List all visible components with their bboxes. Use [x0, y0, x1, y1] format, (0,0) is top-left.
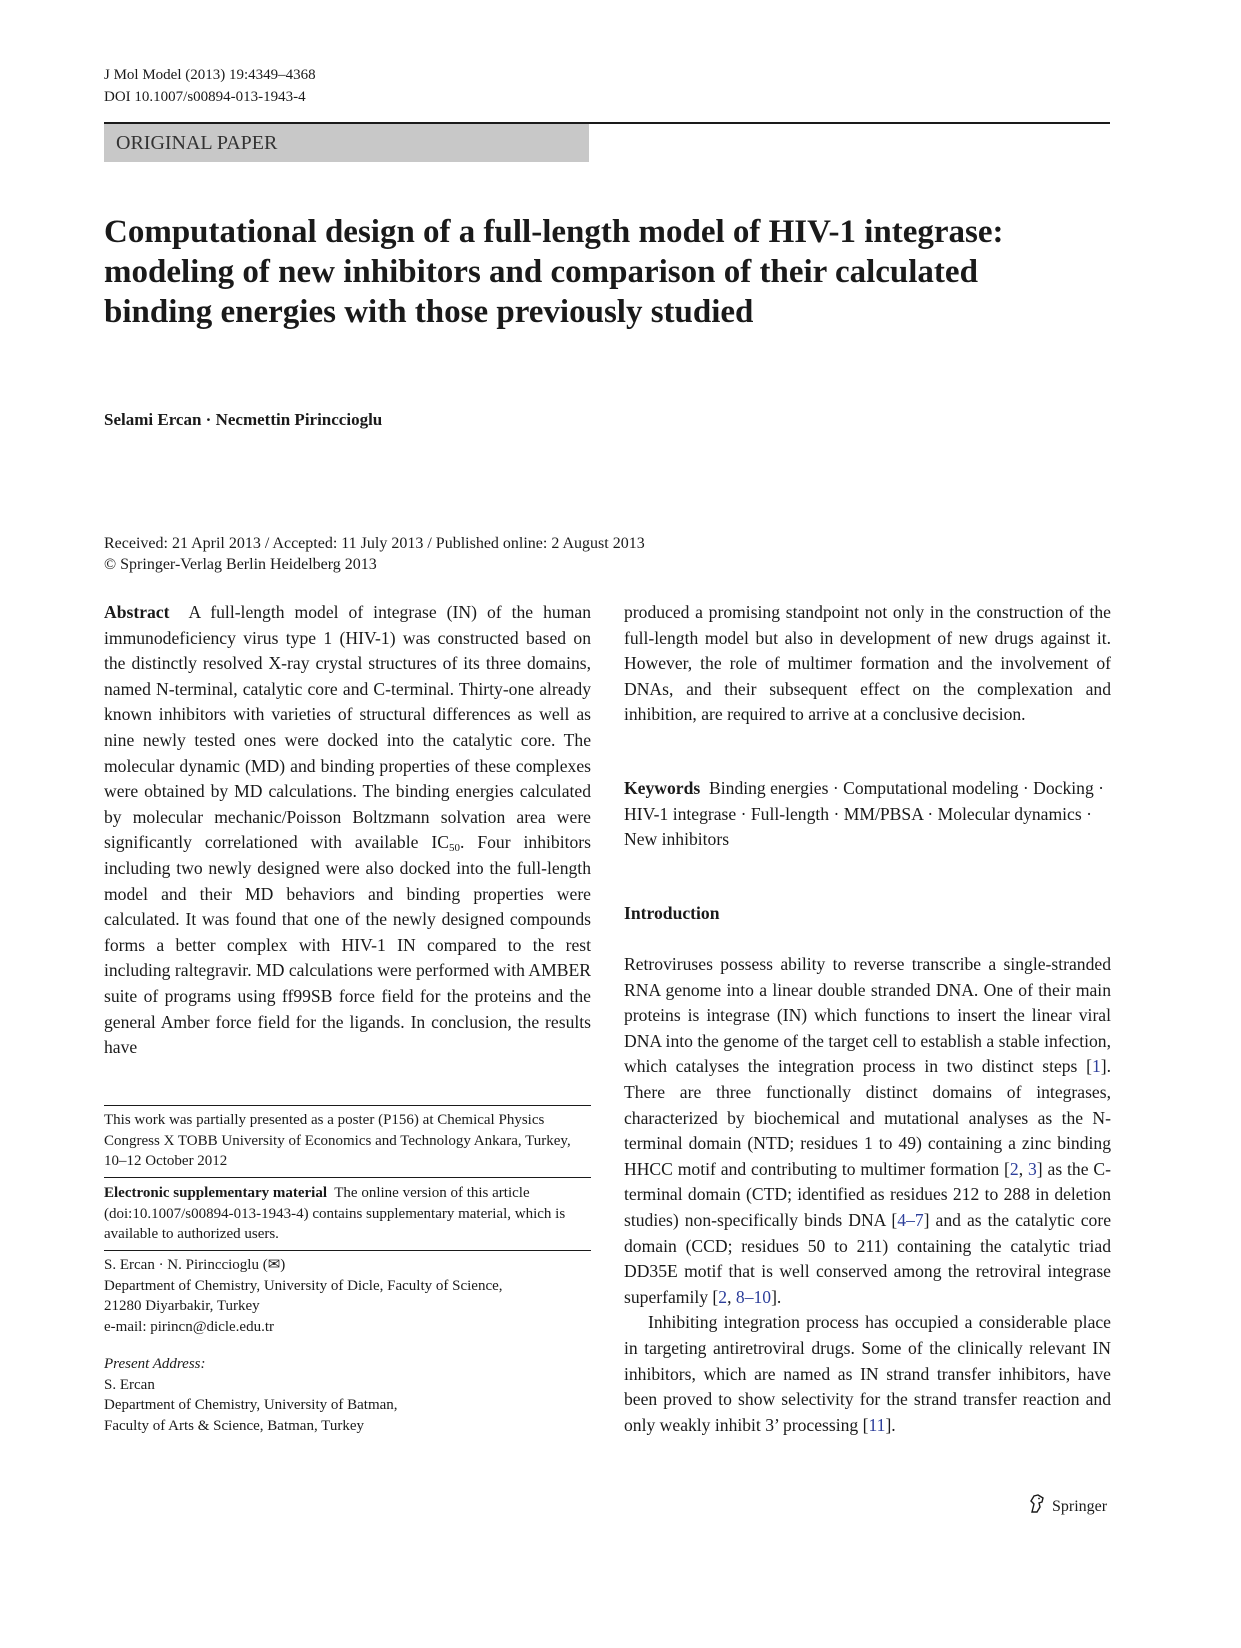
footnote-rule-1 — [104, 1105, 591, 1106]
publication-dates — [104, 533, 645, 575]
affiliation-city: 21280 Diyarbakir, Turkey — [104, 1298, 260, 1314]
citation-separator: , — [727, 1286, 736, 1307]
citation-link[interactable]: 1 — [1091, 1056, 1101, 1077]
footnote-rule-3 — [104, 1250, 591, 1251]
paper-title: Computational design of a full-length model of HIV-1 integrase: modeling of new inhibitors and comparison of their calculated binding energies with those previously studied — [104, 214, 1004, 330]
ic50-subscript: 50 — [448, 842, 460, 855]
intro-text: ] and as the catalytic core domain (CCD; residues 50 to 211) containing the catalytic triad DD35E motif that is well conserved among the retroviral integrase superfamily [ — [624, 1209, 1111, 1307]
abstract-text-b: . Four inhibitors including two newly designed were also docked into the full-length model and their MD behaviors and binding properties were calculated. It was found that one of the newly designed compounds forms a better complex with HIV-1 IN compared to the rest including raltegravir. MD calculations were performed with AMBER suite of programs using ff99SB force field for the proteins and the general Amber force field for the ligands. In conclusion, the results have — [104, 832, 591, 1058]
footnote-esm — [104, 1183, 591, 1245]
keywords-label: Keywords — [624, 778, 701, 798]
abstract-label: Abstract — [104, 602, 170, 622]
citation-link[interactable]: 2 — [1009, 1158, 1019, 1179]
publisher-mark — [1028, 1494, 1107, 1519]
publisher-name: Springer — [1052, 1497, 1108, 1515]
section-tag: ORIGINAL PAPER — [104, 124, 589, 162]
citation-link[interactable]: 3 — [1027, 1158, 1037, 1179]
intro-text: ]. — [885, 1414, 896, 1435]
abstract-text-a: A full-length model of integrase (IN) of the human immunodeficiency virus type 1 (HIV-1) was constructed based on the distinctly resolved X-ray crystal structures of its three domains, named N-terminal, catalytic core and C-terminal. Thirty-one already known inhibitors with varieties of structural differences as well as nine newly tested ones were docked into the catalytic core. The molecular dynamic (MD) and binding properties of these complexes were obtained by MD calculations. The binding energies calculated by molecular mechanic/Poisson Boltzmann solvation area were significantly correlationed with available IC — [104, 602, 592, 853]
affiliation-dept: Department of Chemistry, University of Dicle, Faculty of Science, — [104, 1277, 503, 1294]
journal-citation: J Mol Model (2013) 19:4349–4368 — [104, 67, 316, 83]
intro-paragraph-2 — [624, 1310, 1111, 1438]
keywords — [624, 776, 1111, 853]
introduction-heading: Introduction — [624, 903, 720, 923]
present-dept: Department of Chemistry, University of Batman, — [104, 1397, 398, 1413]
doi: DOI 10.1007/s00894-013-1943-4 — [104, 89, 306, 105]
springer-horse-icon — [1028, 1494, 1046, 1519]
copyright: © Springer-Verlag Berlin Heidelberg 2013 — [104, 556, 377, 573]
citation-link[interactable]: 2 — [718, 1286, 728, 1307]
citation-separator: , — [1018, 1158, 1028, 1179]
authors: Selami Ercan · Necmettin Pirinccioglu — [104, 410, 383, 429]
citation-link[interactable]: 4–7 — [897, 1209, 924, 1230]
footnote-affiliation — [104, 1255, 591, 1337]
intro-text: ] as the C-terminal domain (CTD; identified as residues 212 to 288 in deletion studies) non-specifically binds DNA [ — [624, 1158, 1111, 1230]
keywords-text: Binding energies · Computational modeling · Docking · HIV-1 integrase · Full-length · MM/PBSA · Molecular dynamics · New inhibitors — [624, 778, 1105, 850]
footnote-rule-2 — [104, 1177, 591, 1178]
esm-label: Electronic supplementary material — [104, 1185, 328, 1201]
intro-text: ]. — [771, 1286, 782, 1307]
footnote-poster: This work was partially presented as a poster (P156) at Chemical Physics Congress X TOBB University of Economics and Technology Ankara, Turkey, 10–12 October 2012 — [104, 1112, 571, 1169]
citation-link[interactable]: 8–10 — [735, 1286, 772, 1307]
footnote-present-address — [104, 1354, 591, 1436]
affiliation-names: S. Ercan · N. Pirinccioglu (✉) — [104, 1257, 286, 1273]
present-address-label: Present Address: — [104, 1356, 206, 1372]
intro-text: Inhibiting integration process has occupied a considerable place in targeting antiretroviral drugs. Some of the clinically relevant IN inhibitors, which are named as IN strand transfer inhibitors, have been proved to show selectivity for the strand transfer reaction and only weakly inhibit 3’ processing [ — [624, 1312, 1111, 1435]
history-dates: Received: 21 April 2013 / Accepted: 11 July 2013 / Published online: 2 August 2013 — [104, 535, 645, 552]
intro-text: ]. There are three functionally distinct domains of integrases, characterized by biochemical and mutational analyses as the N-terminal domain (NTD; residues 1 to 49) containing a zinc binding HHCC motif and contributing to multimer formation [ — [624, 1056, 1111, 1179]
present-faculty: Faculty of Arts & Science, Batman, Turkey — [104, 1417, 364, 1434]
affiliation-email: e-mail: pirincn@dicle.edu.tr — [104, 1318, 275, 1335]
journal-info — [104, 64, 316, 108]
intro-paragraph-1 — [624, 952, 1111, 1310]
abstract-continued: produced a promising standpoint not only in the construction of the full-length model but also in development of new drugs against it. However, the role of multimer formation and the involvement of DNAs, and their subsequent effect on the complexation and inhibition, are required to arrive at a conclusive decision. — [624, 602, 1111, 725]
esm-text: The online version of this article (doi:10.1007/s00894-013-1943-4) contains supplementary material, which is available to authorized users. — [104, 1185, 566, 1242]
citation-link[interactable]: 11 — [868, 1414, 886, 1435]
intro-text: Retroviruses possess ability to reverse transcribe a single-stranded RNA genome into a linear double stranded DNA. One of their main proteins is integrase (IN) which functions to insert the linear viral DNA into the genome of the target cell to establish a stable infection, which catalyses the integration process in two distinct steps [ — [624, 954, 1111, 1077]
introduction-body — [624, 952, 1111, 1438]
abstract — [104, 600, 591, 1061]
present-name: S. Ercan — [104, 1376, 155, 1393]
